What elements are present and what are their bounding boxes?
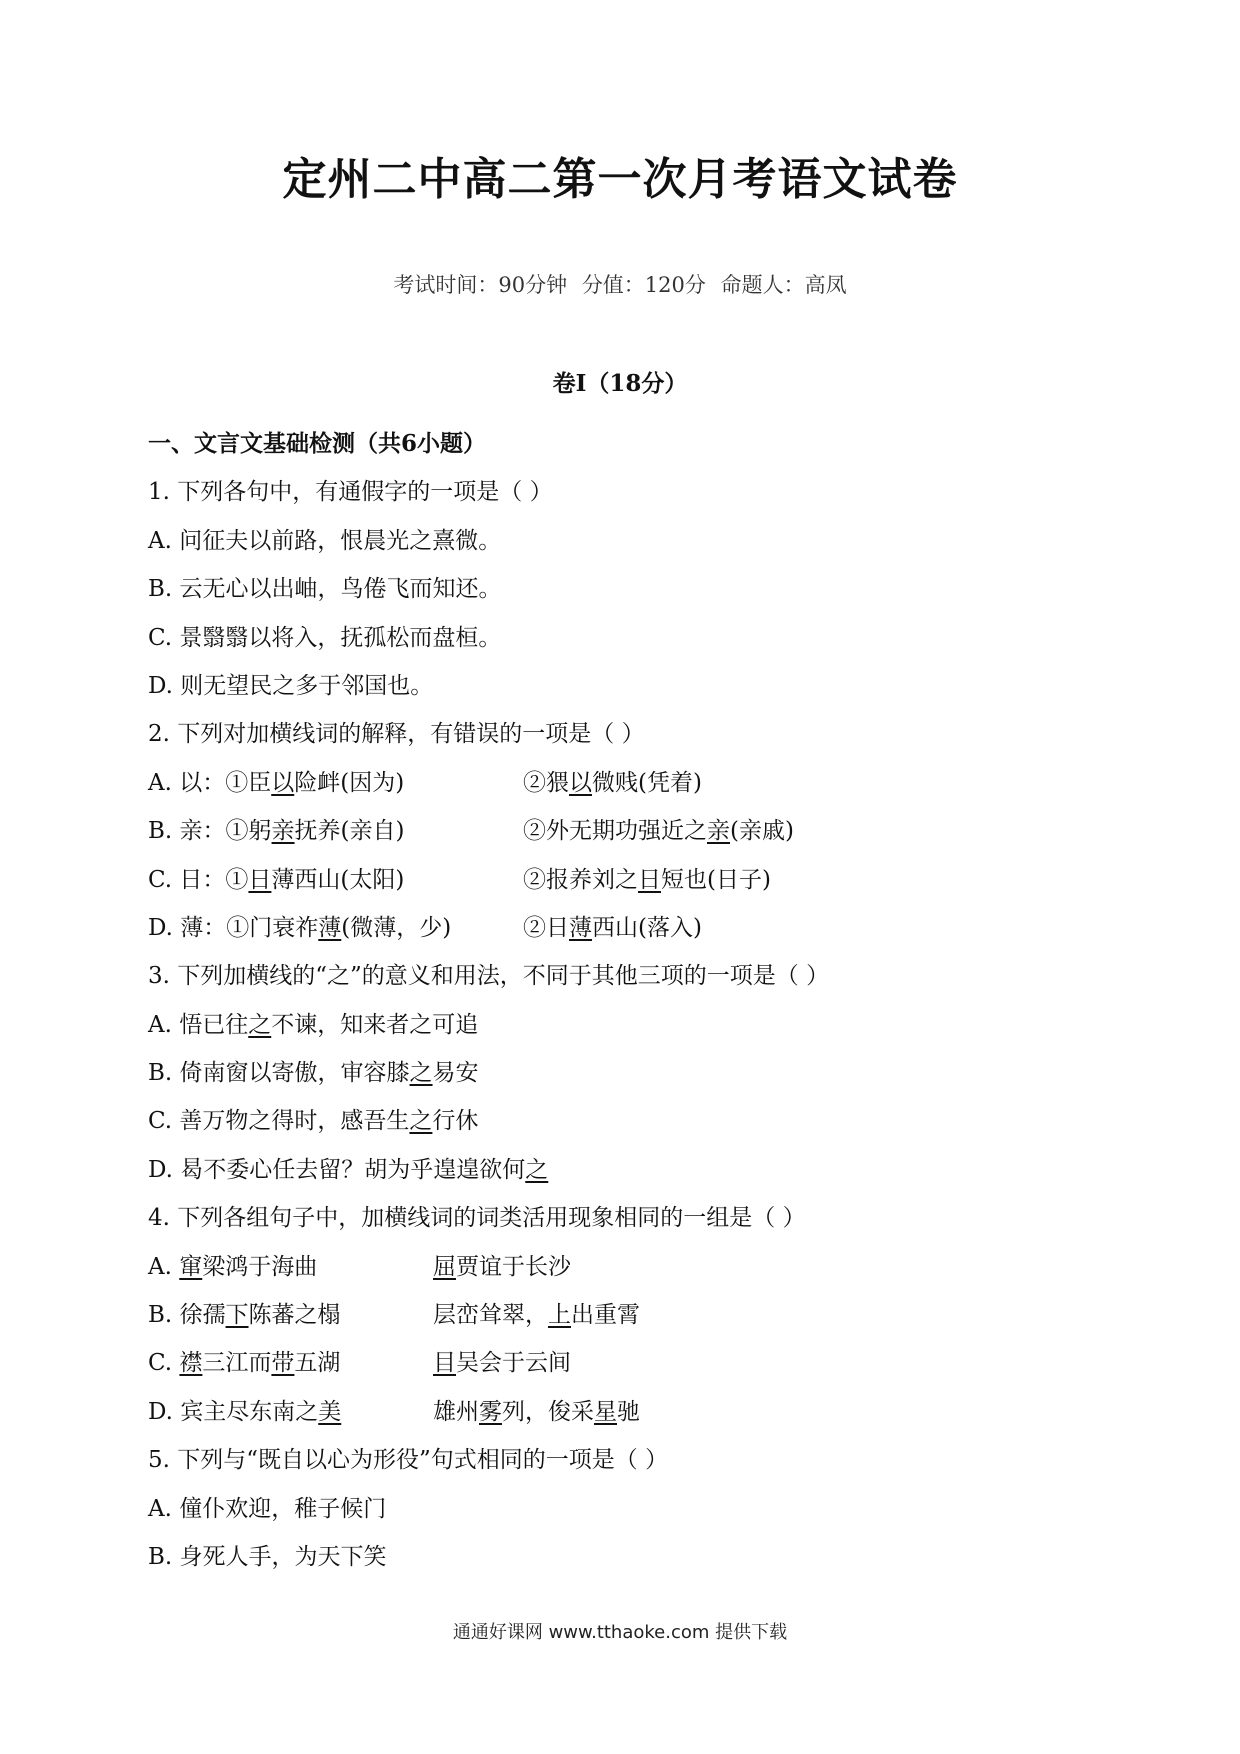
option-text: 不谏，知来者之可追 (271, 1011, 479, 1038)
question-2-option-a (148, 759, 1148, 807)
option-text: 短也(日子) (661, 866, 771, 893)
question-1-option-d: D. 则无望民之多于邻国也。 (148, 672, 434, 699)
underlined-word: 之 (248, 1011, 272, 1038)
underlined-word: 亲 (271, 818, 295, 845)
question-3-option-a (148, 1001, 1148, 1049)
question-list (148, 420, 1148, 1581)
underlined-word: 以 (271, 769, 295, 796)
option-text: ②外无期功强近之 (523, 818, 707, 845)
underlined-word: 雾 (479, 1398, 502, 1425)
option-text: B. 亲：①躬 (148, 818, 272, 845)
option-text: C. (148, 1350, 180, 1377)
underlined-word: 薄 (569, 914, 592, 941)
section-title: 一、文言文基础检测（共6小题） (148, 430, 487, 457)
option-text: 梁鸿于海曲 (202, 1253, 318, 1280)
option-text: (微薄，少) (341, 914, 452, 941)
option-text: 西山(落入) (592, 914, 702, 941)
question-4-option-a (148, 1243, 1148, 1291)
option-text: 雄州 (433, 1398, 479, 1425)
option-text: 贾谊于长沙 (456, 1253, 571, 1280)
underlined-word: 之 (525, 1156, 549, 1183)
question-3-stem: 3. 下列加横线的“之”的意义和用法，不同于其他三项的一项是（ ） (148, 963, 830, 990)
question-4-option-c (148, 1339, 1148, 1387)
underlined-word: 上 (548, 1302, 571, 1329)
option-text: 吴会于云间 (456, 1350, 571, 1377)
option-text: A. 悟已往 (148, 1011, 249, 1038)
option-text: 抚养(亲自) (294, 818, 405, 845)
exam-time: 考试时间：90分钟 (393, 273, 568, 297)
question-4-stem: 4. 下列各组句子中，加横线词的词类活用现象相同的一组是（ ） (148, 1205, 806, 1232)
option-text: (亲戚) (730, 818, 794, 845)
option-text: C. 日：① (148, 866, 249, 893)
question-3-option-c (148, 1097, 1148, 1145)
exam-author: 命题人：高凤 (720, 273, 847, 297)
underlined-word: 襟 (179, 1350, 203, 1377)
question-5-option-a: A. 僮仆欢迎，稚子候门 (148, 1495, 387, 1522)
option-text: 出重霄 (571, 1302, 640, 1329)
question-1-stem: 1. 下列各句中，有通假字的一项是（ ） (148, 479, 553, 506)
option-text: 三江而 (202, 1350, 272, 1377)
option-text: B. 倚南窗以寄傲，审容膝 (148, 1060, 410, 1087)
underlined-word: 日 (638, 866, 661, 893)
option-text: 微贱(凭着) (592, 769, 702, 796)
option-text: 薄西山(太阳) (271, 866, 405, 893)
underlined-word: 带 (271, 1350, 295, 1377)
option-text: 易安 (432, 1060, 479, 1087)
underlined-word: 亲 (707, 818, 730, 845)
question-5-option-b: B. 身死人手，为天下笑 (148, 1543, 387, 1570)
underlined-word: 薄 (318, 914, 342, 941)
underlined-word: 之 (409, 1108, 433, 1135)
option-text: 列，俊采 (502, 1398, 594, 1425)
page-title: 定州二中高二第一次月考语文试卷 (282, 154, 958, 205)
underlined-word: 窜 (179, 1253, 203, 1280)
underlined-word: 以 (569, 769, 592, 796)
option-text: 层峦耸翠， (433, 1302, 548, 1329)
option-text: 五湖 (294, 1350, 341, 1377)
underlined-word: 星 (594, 1398, 617, 1425)
option-text: B. 徐孺 (148, 1302, 226, 1329)
option-text: A. (148, 1253, 180, 1280)
underlined-word: 之 (409, 1060, 433, 1087)
question-2-option-c (148, 856, 1148, 904)
question-2-stem: 2. 下列对加横线词的解释，有错误的一项是（ ） (148, 721, 645, 748)
question-2-option-b (148, 807, 1148, 855)
footer-text: 通通好课网 www.tthaoke.com 提供下载 (452, 1622, 788, 1643)
question-4-option-d (148, 1388, 1148, 1436)
question-5-stem: 5. 下列与“既自以心为形役”句式相同的一项是（ ） (148, 1447, 669, 1474)
question-3-option-b (148, 1049, 1148, 1097)
option-text: 险衅(因为) (294, 769, 405, 796)
option-text: 驰 (617, 1398, 640, 1425)
option-text: D. 曷不委心任去留？胡为乎遑遑欲何 (148, 1156, 526, 1183)
underlined-word: 下 (225, 1302, 249, 1329)
question-2-option-d (148, 904, 1148, 952)
option-text: D. 薄：①门衰祚 (148, 914, 319, 941)
question-1-option-a: A. 问征夫以前路，恨晨光之熹微。 (148, 527, 502, 554)
question-1-option-c: C. 景翳翳以将入，抚孤松而盘桓。 (148, 624, 502, 651)
option-text: ②猥 (523, 769, 569, 796)
underlined-word: 美 (318, 1398, 342, 1425)
underlined-word: 日 (248, 866, 272, 893)
underlined-word: 屈 (433, 1253, 456, 1280)
question-4-option-b (148, 1291, 1148, 1339)
volume-label: 卷Ⅰ（18分） (552, 370, 688, 397)
option-text: 行休 (432, 1108, 479, 1135)
exam-info (0, 270, 1240, 300)
option-text: D. 宾主尽东南之 (148, 1398, 319, 1425)
option-text: ②日 (523, 914, 569, 941)
exam-score: 分值：120分 (581, 273, 706, 297)
option-text: 陈蕃之榻 (248, 1302, 341, 1329)
option-text: A. 以：①臣 (148, 769, 272, 796)
option-text: ②报养刘之 (523, 866, 638, 893)
option-text: C. 善万物之得时，感吾生 (148, 1108, 410, 1135)
question-3-option-d (148, 1146, 1148, 1194)
question-1-option-b: B. 云无心以出岫，鸟倦飞而知还。 (148, 576, 502, 603)
underlined-word: 目 (433, 1350, 456, 1377)
